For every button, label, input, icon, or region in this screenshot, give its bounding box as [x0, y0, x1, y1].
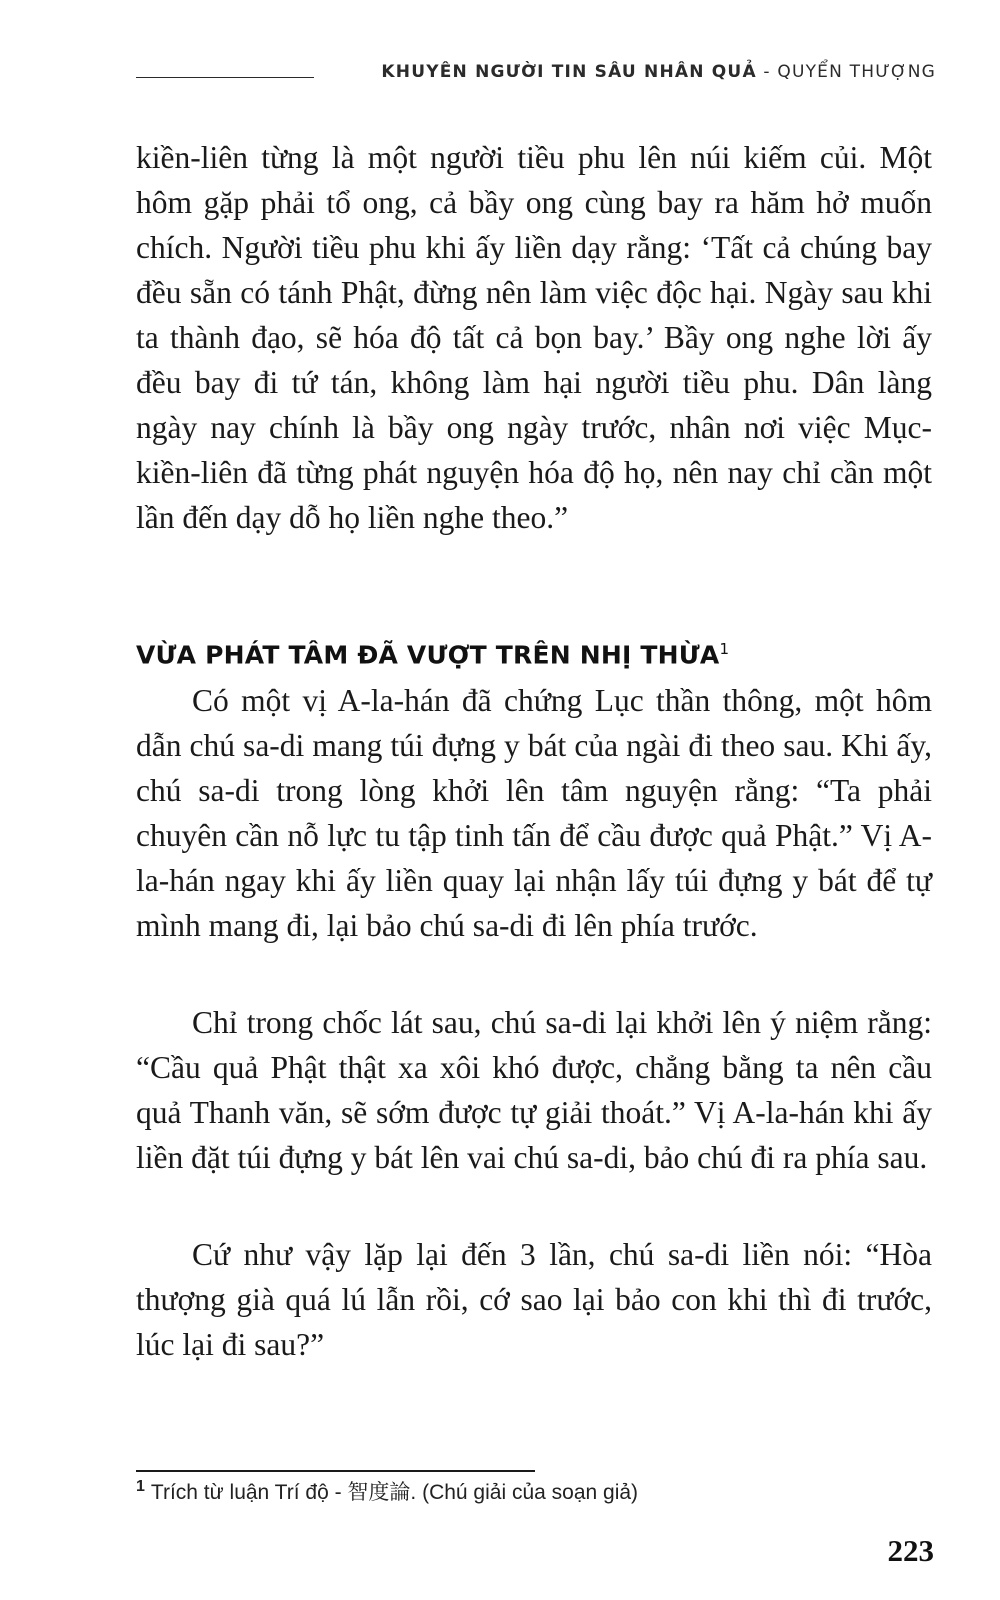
- section-heading-text: VỪA PHÁT TÂM ĐÃ VƯỢT TRÊN NHỊ THỪA: [136, 640, 720, 670]
- header-book-title: KHUYÊN NGƯỜI TIN SÂU NHÂN QUẢ: [381, 62, 757, 82]
- header-volume: QUYỂN THƯỢNG: [777, 62, 936, 82]
- paragraph-1: Có một vị A-la-hán đã chứng Lục thần thông, một hôm dẫn chú sa-di mang túi đựng y bát của ngài đi theo sau. Khi ấy, chú sa-di trong lòng khởi lên tâm nguyện rằng: “Ta phải chuyên cần nỗ lực tu tập tinh tấn để cầu được quả Phật.” Vị A-la-hán ngay khi ấy liền quay lại nhận lấy túi đựng y bát để tự mình mang đi, lại bảo chú sa-di đi lên phía trước.: [136, 683, 932, 943]
- page-number: 223: [887, 1533, 934, 1568]
- footnote: [136, 1476, 638, 1506]
- paragraph-2: Chỉ trong chốc lát sau, chú sa-di lại khởi lên ý niệm rằng: “Cầu quả Phật thật xa xôi khó được, chẳng bằng ta nên cầu quả Thanh văn, sẽ sớm được tự giải thoát.” Vị A-la-hán khi ấy liền đặt túi đựng y bát lên vai chú sa-di, bảo chú đi ra phía sau.: [136, 1005, 932, 1175]
- footnote-number: 1: [136, 1478, 145, 1495]
- header-rule: [136, 77, 314, 78]
- section-heading: [136, 640, 729, 669]
- footnote-text: Trích từ luận Trí độ - 智度論. (Chú giải của soạn giả): [150, 1481, 639, 1504]
- paragraph-3: Cứ như vậy lặp lại đến 3 lần, chú sa-di liền nói: “Hòa thượng già quá lú lẫn rồi, cớ sao lại bảo con khi thì đi trước, lúc lại đi sau?”: [136, 1237, 932, 1362]
- running-header: [381, 62, 936, 82]
- footnote-reference: 1: [719, 640, 730, 658]
- header-separator: -: [763, 62, 771, 82]
- paragraph-continued: kiền-liên từng là một người tiều phu lên núi kiếm củi. Một hôm gặp phải tổ ong, cả bầy ong cùng bay ra hăm hở muốn chích. Người tiều phu khi ấy liền dạy rằng: ‘Tất cả chúng bay đều sẵn có tánh Phật, đừng nên làm việc độc hại. Ngày sau khi ta thành đạo, sẽ hóa độ tất cả bọn bay.’ Bầy ong nghe lời ấy đều bay đi tứ tán, không làm hại người tiều phu. Dân làng ngày nay chính là bầy ong ngày trước, nhân nơi việc Mục-kiền-liên đã từng phát nguyện hóa độ họ, nên nay chỉ cần một lần đến dạy dỗ họ liền nghe theo.”: [136, 140, 932, 535]
- footnote-rule: [136, 1470, 535, 1472]
